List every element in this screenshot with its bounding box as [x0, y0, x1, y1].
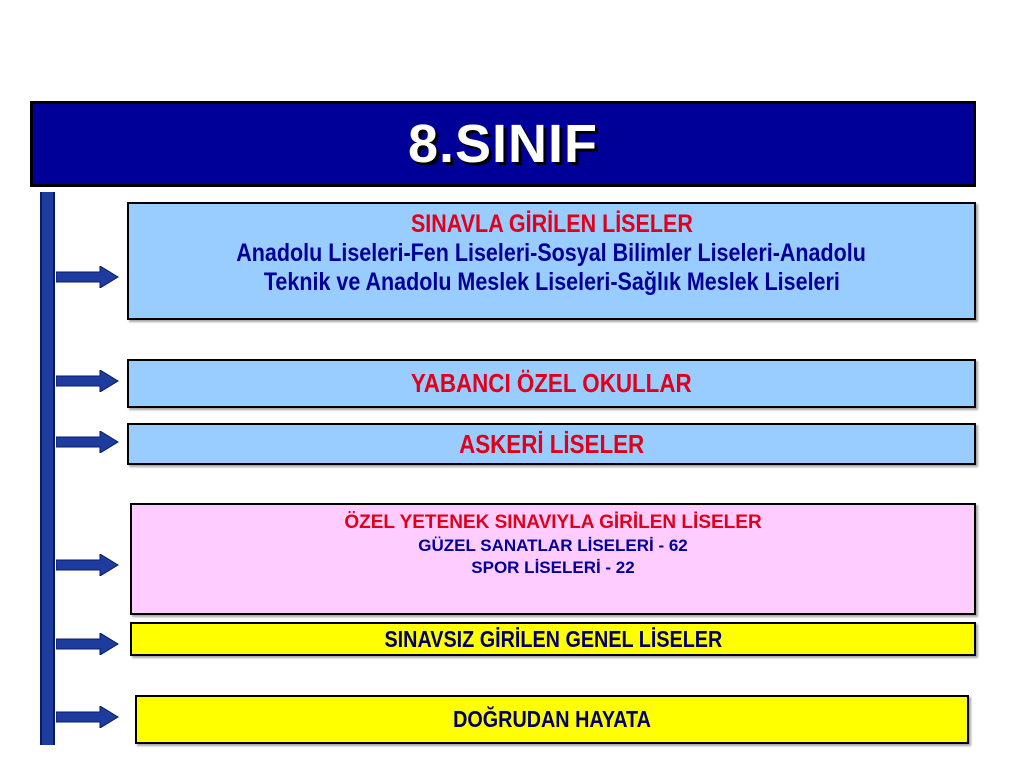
general-high-schools-box	[130, 622, 976, 656]
foreign-private-schools-label: YABANCI ÖZEL OKULLAR	[411, 368, 692, 398]
arrow-right-icon	[56, 633, 120, 655]
military-schools-label: ASKERİ LİSELER	[458, 428, 645, 459]
page-title: 8.SINIF	[407, 114, 599, 174]
arrow-right-icon	[56, 266, 120, 288]
sports-schools-line: SPOR LİSELERİ - 22	[471, 558, 635, 577]
exam-schools-heading: SINAVLA GİRİLEN LİSELER	[410, 210, 693, 238]
special-talent-heading: ÖZEL YETENEK SINAVIYLA GİRİLEN LİSELER	[344, 512, 762, 533]
exam-schools-box	[127, 202, 976, 320]
connector-vertical-line	[40, 192, 55, 745]
arrow-right-icon	[56, 431, 120, 453]
direct-to-life-box	[135, 695, 969, 744]
direct-to-life-label: DOĞRUDAN HAYATA	[453, 706, 651, 732]
special-talent-schools-box	[130, 503, 976, 615]
foreign-private-schools-box	[127, 359, 976, 408]
arrow-right-icon	[56, 706, 120, 728]
military-schools-box	[127, 423, 976, 465]
general-high-schools-label: SINAVSIZ GİRİLEN GENEL LİSELER	[384, 625, 722, 652]
arrow-right-icon	[56, 554, 120, 576]
arrow-right-icon	[56, 370, 120, 392]
title-bar	[30, 101, 976, 187]
exam-schools-line-2: Teknik ve Anadolu Meslek Liseleri-Sağlık Meslek Liseleri	[263, 268, 840, 296]
exam-schools-line-1: Anadolu Liseleri-Fen Liseleri-Sosyal Bilimler Liseleri-Anadolu	[236, 239, 867, 267]
fine-arts-schools-line: GÜZEL SANATLAR LİSELERİ - 62	[418, 536, 688, 555]
